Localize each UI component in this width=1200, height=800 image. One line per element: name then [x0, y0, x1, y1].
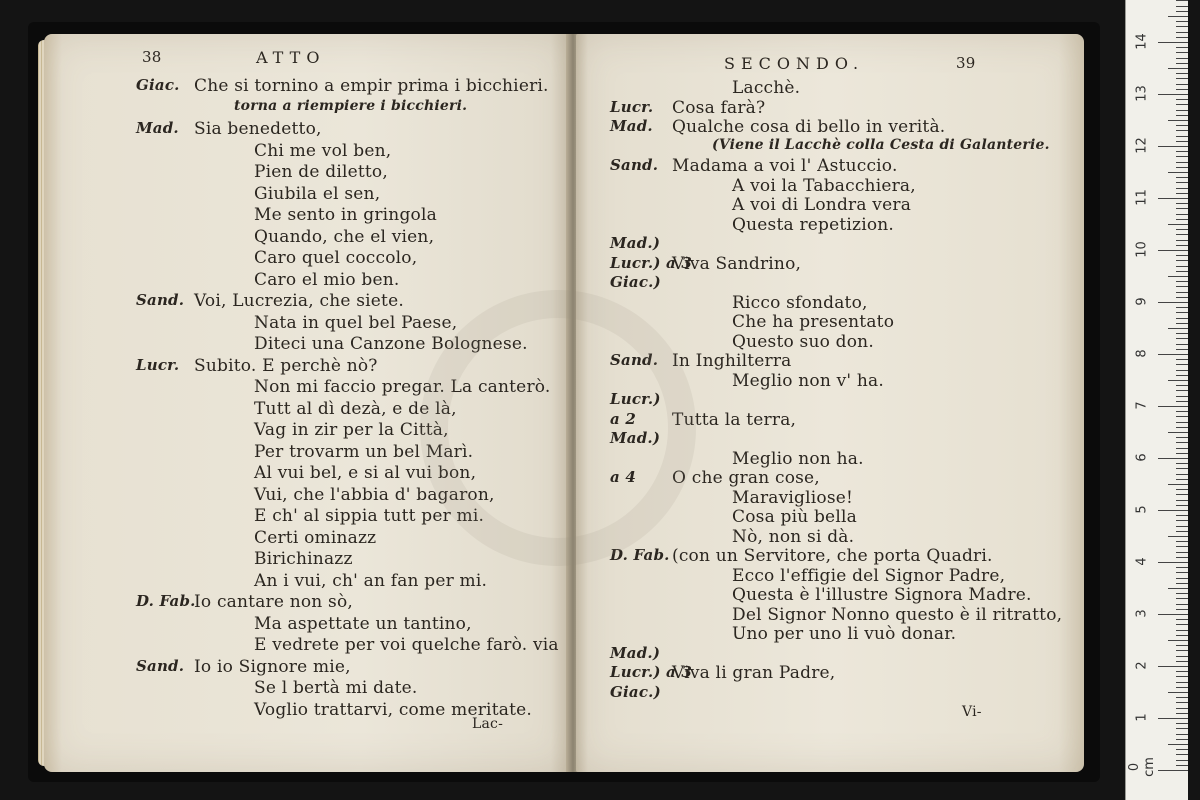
ruler-tick [1176, 344, 1188, 345]
verse-line: Viva li gran Padre, [672, 663, 836, 683]
verse-line: Nò, non si dà. [732, 526, 855, 547]
ruler-tick [1176, 162, 1188, 163]
ruler-tick [1168, 432, 1188, 433]
ruler-tick [1176, 635, 1188, 636]
verse-line: Cosa più bella [732, 507, 857, 527]
verse-line: Vag in zir per la Città, [254, 420, 449, 440]
ruler-tick [1176, 598, 1188, 599]
speaker-label: Sand. [610, 351, 659, 369]
ruler-tick [1176, 578, 1188, 579]
ruler-tick [1176, 370, 1188, 371]
ruler-tick [1176, 73, 1188, 74]
ruler-tick [1176, 349, 1188, 350]
ruler-tick [1176, 312, 1188, 313]
ruler-tick [1176, 572, 1188, 573]
verse-line: A voi la Tabacchiera, [732, 175, 916, 196]
verse-line: Io io Signore mie, [194, 656, 351, 677]
ruler-tick [1176, 125, 1188, 126]
verse-line: Tutta la terra, [672, 409, 797, 430]
ruler-tick [1176, 318, 1188, 319]
verse-line: Voglio trattarvi, come meritate. [254, 699, 532, 720]
verse-line: Voi, Lucrezia, che siete. [194, 291, 404, 311]
verse-line: Questa repetizion. [732, 214, 895, 235]
verse-line: Me sento in gringola [254, 205, 437, 225]
ruler-tick [1176, 333, 1188, 334]
ruler-tick [1168, 276, 1188, 277]
ruler-tick [1158, 406, 1188, 407]
ruler-tick [1176, 422, 1188, 423]
ruler-tick [1176, 448, 1188, 449]
ruler-tick [1176, 479, 1188, 480]
ruler-tick [1176, 650, 1188, 651]
ruler-tick [1176, 739, 1188, 740]
ruler-tick [1176, 567, 1188, 568]
verse-line: Questa è l'illustre Signora Madre. [732, 585, 1032, 605]
ruler-tick [1176, 240, 1188, 241]
speaker-label: Lucr. [136, 355, 180, 374]
ruler-tick [1176, 728, 1188, 729]
ruler-tick [1176, 63, 1188, 64]
ruler-tick [1176, 99, 1188, 100]
ruler-tick [1176, 474, 1188, 475]
verse-line: Pien de diletto, [254, 162, 388, 182]
ruler-tick [1176, 167, 1188, 168]
ruler-tick [1176, 557, 1188, 558]
speaker-label: D. Fab. [136, 592, 196, 610]
ruler-tick [1176, 442, 1188, 443]
ruler-tick [1176, 385, 1188, 386]
ruler-tick [1176, 188, 1188, 189]
ruler-tick [1158, 250, 1188, 251]
verse-line: In Inghilterra [672, 351, 792, 371]
ruler-tick [1176, 593, 1188, 594]
ruler-tick [1158, 146, 1188, 147]
ruler-tick [1176, 214, 1188, 215]
ruler-tick [1168, 16, 1188, 17]
ruler-tick [1176, 234, 1188, 235]
ruler-tick [1176, 546, 1188, 547]
verse-line: Non mi faccio pregar. La canterò. [254, 377, 551, 397]
ruler-tick [1176, 32, 1188, 33]
ruler-tick [1176, 115, 1188, 116]
ruler-tick [1158, 198, 1188, 199]
ruler-tick [1176, 609, 1188, 610]
left-running-header: ATTO [256, 48, 326, 67]
ruler-tick [1176, 401, 1188, 402]
ruler-tick [1176, 37, 1188, 38]
ruler-tick [1158, 666, 1188, 667]
ruler-number: 6 [1134, 453, 1150, 462]
measurement-ruler [1125, 0, 1188, 800]
ruler-tick [1176, 260, 1188, 261]
ruler-tick [1168, 328, 1188, 329]
ruler-tick [1176, 136, 1188, 137]
verse-line: An i vui, ch' an fan per mi. [254, 570, 488, 591]
ruler-tick [1176, 177, 1188, 178]
verse-line: Ecco l'effigie del Signor Padre, [732, 565, 1006, 586]
ruler-tick [1176, 676, 1188, 677]
ruler-tick [1176, 427, 1188, 428]
verse-line: Lacchè. [732, 78, 801, 98]
ruler-tick [1176, 338, 1188, 339]
verse-line: (con un Servitore, che porta Quadri. [672, 546, 993, 566]
ruler-number: 3 [1134, 609, 1150, 618]
speaker-label: D. Fab. [610, 546, 670, 564]
verse-line: Qualche cosa di bello in verità. [672, 117, 946, 137]
ruler-tick [1176, 489, 1188, 490]
ruler-tick [1158, 718, 1188, 719]
ruler-tick [1176, 229, 1188, 230]
ruler-tick [1176, 541, 1188, 542]
ruler-tick [1176, 281, 1188, 282]
verse-line: Quando, che el vien, [254, 226, 435, 247]
verse-line: Caro quel coccolo, [254, 248, 418, 268]
ruler-tick [1168, 224, 1188, 225]
ruler-tick [1176, 359, 1188, 360]
speaker-label: Lucr.) a 3 [610, 253, 693, 272]
ruler-tick [1158, 458, 1188, 459]
ruler-tick [1176, 375, 1188, 376]
ruler-tick [1168, 172, 1188, 173]
ruler-tick [1176, 552, 1188, 553]
ruler-tick [1176, 671, 1188, 672]
verse-line: Viva Sandrino, [672, 253, 802, 274]
verse-line: O che gran cose, [672, 468, 820, 488]
ruler-number: 11 [1134, 189, 1150, 206]
ruler-number: 14 [1134, 33, 1150, 50]
ruler-tick [1176, 52, 1188, 53]
ruler-number: 13 [1134, 85, 1150, 102]
left-catchword: Lac- [472, 716, 504, 732]
ruler-tick [1176, 390, 1188, 391]
verse-line: (Viene il Lacchè colla Cesta di Galanterie. [712, 136, 1050, 153]
ruler-tick [1176, 583, 1188, 584]
ruler-tick [1176, 760, 1188, 761]
ruler-tick [1176, 713, 1188, 714]
ruler-tick [1176, 708, 1188, 709]
verse-line: E ch' al sippia tutt per mi. [254, 506, 485, 526]
verse-line: E vedrete per voi quelche farò. via [254, 635, 559, 655]
ruler-tick [1176, 292, 1188, 293]
ruler-number: 2 [1134, 661, 1150, 670]
verse-line: Ricco sfondato, [732, 292, 868, 313]
ruler-tick [1176, 645, 1188, 646]
speaker-label: Lucr. [610, 97, 654, 116]
right-running-header: SECONDO. [724, 54, 865, 73]
ruler-tick [1168, 536, 1188, 537]
right-catchword: Vi- [962, 704, 982, 720]
ruler-tick [1176, 78, 1188, 79]
ruler-tick [1158, 510, 1188, 511]
ruler-tick [1176, 500, 1188, 501]
speaker-label: Mad.) [610, 429, 661, 447]
ruler-tick [1176, 416, 1188, 417]
right-page-number: 39 [956, 54, 976, 72]
ruler-tick [1176, 156, 1188, 157]
verse-line: Questo suo don. [732, 331, 874, 352]
speaker-label: a 4 [610, 468, 636, 486]
ruler-tick [1158, 562, 1188, 563]
verse-line: Giubila el sen, [254, 183, 381, 204]
verse-line: Meglio non v' ha. [732, 370, 884, 391]
speaker-label: Mad.) [610, 643, 661, 662]
speaker-label: Giac.) [610, 273, 661, 291]
verse-line: Certi ominazz [254, 527, 377, 548]
ruler-tick [1176, 723, 1188, 724]
ruler-tick [1176, 286, 1188, 287]
ruler-number: 8 [1134, 349, 1150, 358]
speaker-label: Mad. [610, 117, 653, 135]
ruler-tick [1176, 6, 1188, 7]
ruler-tick [1176, 687, 1188, 688]
ruler-tick [1176, 494, 1188, 495]
ruler-tick [1176, 619, 1188, 620]
ruler-tick [1158, 354, 1188, 355]
ruler-tick [1176, 754, 1188, 755]
ruler-tick [1176, 702, 1188, 703]
ruler-tick [1176, 89, 1188, 90]
ruler-number: 5 [1134, 505, 1150, 514]
ruler-tick [1168, 484, 1188, 485]
ruler-tick [1176, 520, 1188, 521]
verse-line: Sia benedetto, [194, 119, 322, 139]
ruler-tick [1176, 271, 1188, 272]
ruler-tick [1176, 255, 1188, 256]
ruler-tick [1176, 26, 1188, 27]
ruler-tick [1158, 42, 1188, 43]
ruler-tick [1176, 765, 1188, 766]
ruler-number: 10 [1134, 241, 1150, 258]
ruler-tick [1158, 302, 1188, 303]
ruler-tick [1176, 682, 1188, 683]
ruler-tick [1176, 104, 1188, 105]
verse-line: Che si tornino a empir prima i bicchieri. [194, 76, 549, 96]
ruler-tick [1176, 630, 1188, 631]
verse-line: Subito. E perchè nò? [194, 355, 378, 376]
verse-line: Vui, che l'abbia d' bagaron, [254, 484, 495, 505]
verse-line: Birichinazz [254, 549, 353, 569]
speaker-label: Giac.) [610, 682, 661, 701]
ruler-tick [1176, 526, 1188, 527]
ruler-tick [1176, 182, 1188, 183]
ruler-tick [1176, 396, 1188, 397]
ruler-tick [1176, 203, 1188, 204]
speaker-label: Sand. [610, 156, 659, 174]
ruler-tick [1168, 744, 1188, 745]
ruler-tick [1168, 588, 1188, 589]
ruler-tick [1176, 604, 1188, 605]
ruler-tick [1158, 614, 1188, 615]
ruler-tick [1176, 531, 1188, 532]
speaker-label: Lucr.) a 3 [610, 663, 693, 681]
ruler-number: 1 [1134, 713, 1150, 722]
ruler-number: 7 [1134, 401, 1150, 410]
speaker-label: Sand. [136, 291, 185, 309]
ruler-tick [1176, 193, 1188, 194]
ruler-tick [1168, 120, 1188, 121]
speaker-label: Mad.) [610, 234, 661, 252]
speaker-label: Mad. [136, 119, 179, 137]
ruler-tick [1176, 110, 1188, 111]
verse-line: Tutt al dì dezà, e de là, [254, 398, 457, 419]
ruler-tick [1176, 151, 1188, 152]
ruler-tick [1176, 219, 1188, 220]
ruler-tick [1176, 453, 1188, 454]
ruler-tick [1176, 468, 1188, 469]
ruler-tick [1176, 624, 1188, 625]
ruler-tick [1176, 505, 1188, 506]
ruler-tick [1176, 364, 1188, 365]
ruler-tick [1176, 749, 1188, 750]
verse-line: Chi me vol ben, [254, 140, 392, 161]
ruler-tick [1176, 141, 1188, 142]
ruler-tick [1176, 437, 1188, 438]
verse-line: torna a riempiere i bicchieri. [234, 97, 468, 114]
ruler-tick [1176, 323, 1188, 324]
speaker-label: Sand. [136, 656, 185, 675]
ruler-tick [1168, 640, 1188, 641]
ruler-tick [1176, 208, 1188, 209]
ruler-tick [1176, 21, 1188, 22]
ruler-tick [1176, 411, 1188, 412]
ruler-tick [1176, 656, 1188, 657]
ruler-tick [1176, 58, 1188, 59]
speaker-label: a 2 [610, 409, 636, 428]
verse-line: Cosa farà? [672, 97, 766, 118]
ruler-tick [1176, 47, 1188, 48]
ruler-tick [1176, 307, 1188, 308]
ruler-tick [1168, 380, 1188, 381]
ruler-tick [1176, 84, 1188, 85]
ruler-tick [1168, 692, 1188, 693]
ruler-tick [1176, 515, 1188, 516]
verse-line: Per trovarm un bel Marì. [254, 441, 474, 462]
ruler-tick [1158, 770, 1188, 771]
verse-line: Ma aspettate un tantino, [254, 613, 472, 634]
ruler-tick [1176, 130, 1188, 131]
verse-line: Diteci una Canzone Bolognese. [254, 334, 528, 354]
ruler-tick [1176, 266, 1188, 267]
verse-line: Maravigliose! [732, 487, 854, 508]
speaker-label: Lucr.) [610, 390, 661, 408]
verse-line: Madama a voi l' Astuccio. [672, 156, 898, 176]
verse-line: Nata in quel bel Paese, [254, 312, 458, 333]
ruler-tick [1176, 297, 1188, 298]
ruler-unit-label: 0 cm [1127, 757, 1157, 777]
ruler-number: 9 [1134, 297, 1150, 306]
verse-line: Uno per uno li vuò donar. [732, 624, 957, 644]
ruler-number: 4 [1134, 557, 1150, 566]
verse-line: Caro el mio ben. [254, 269, 400, 290]
ruler-tick [1158, 94, 1188, 95]
verse-line: Al vui bel, e si al vui bon, [254, 463, 477, 483]
ruler-tick [1176, 245, 1188, 246]
verse-line: Del Signor Nonno questo è il ritratto, [732, 604, 1063, 625]
verse-line: Che ha presentato [732, 312, 895, 332]
ruler-tick [1176, 11, 1188, 12]
ruler-number: 12 [1134, 137, 1150, 154]
speaker-label: Giac. [136, 76, 180, 94]
verse-line: Se l bertà mi date. [254, 678, 418, 698]
ruler-tick [1176, 463, 1188, 464]
verse-line: Meglio non ha. [732, 448, 864, 469]
verse-line: Io cantare non sò, [194, 592, 354, 612]
left-page-number: 38 [142, 48, 162, 66]
ruler-tick [1176, 661, 1188, 662]
ruler-tick [1168, 68, 1188, 69]
library-watermark [420, 290, 696, 566]
verse-line: A voi di Londra vera [732, 195, 912, 215]
ruler-tick [1176, 697, 1188, 698]
ruler-tick [1176, 734, 1188, 735]
ruler-tick [1176, 0, 1188, 1]
